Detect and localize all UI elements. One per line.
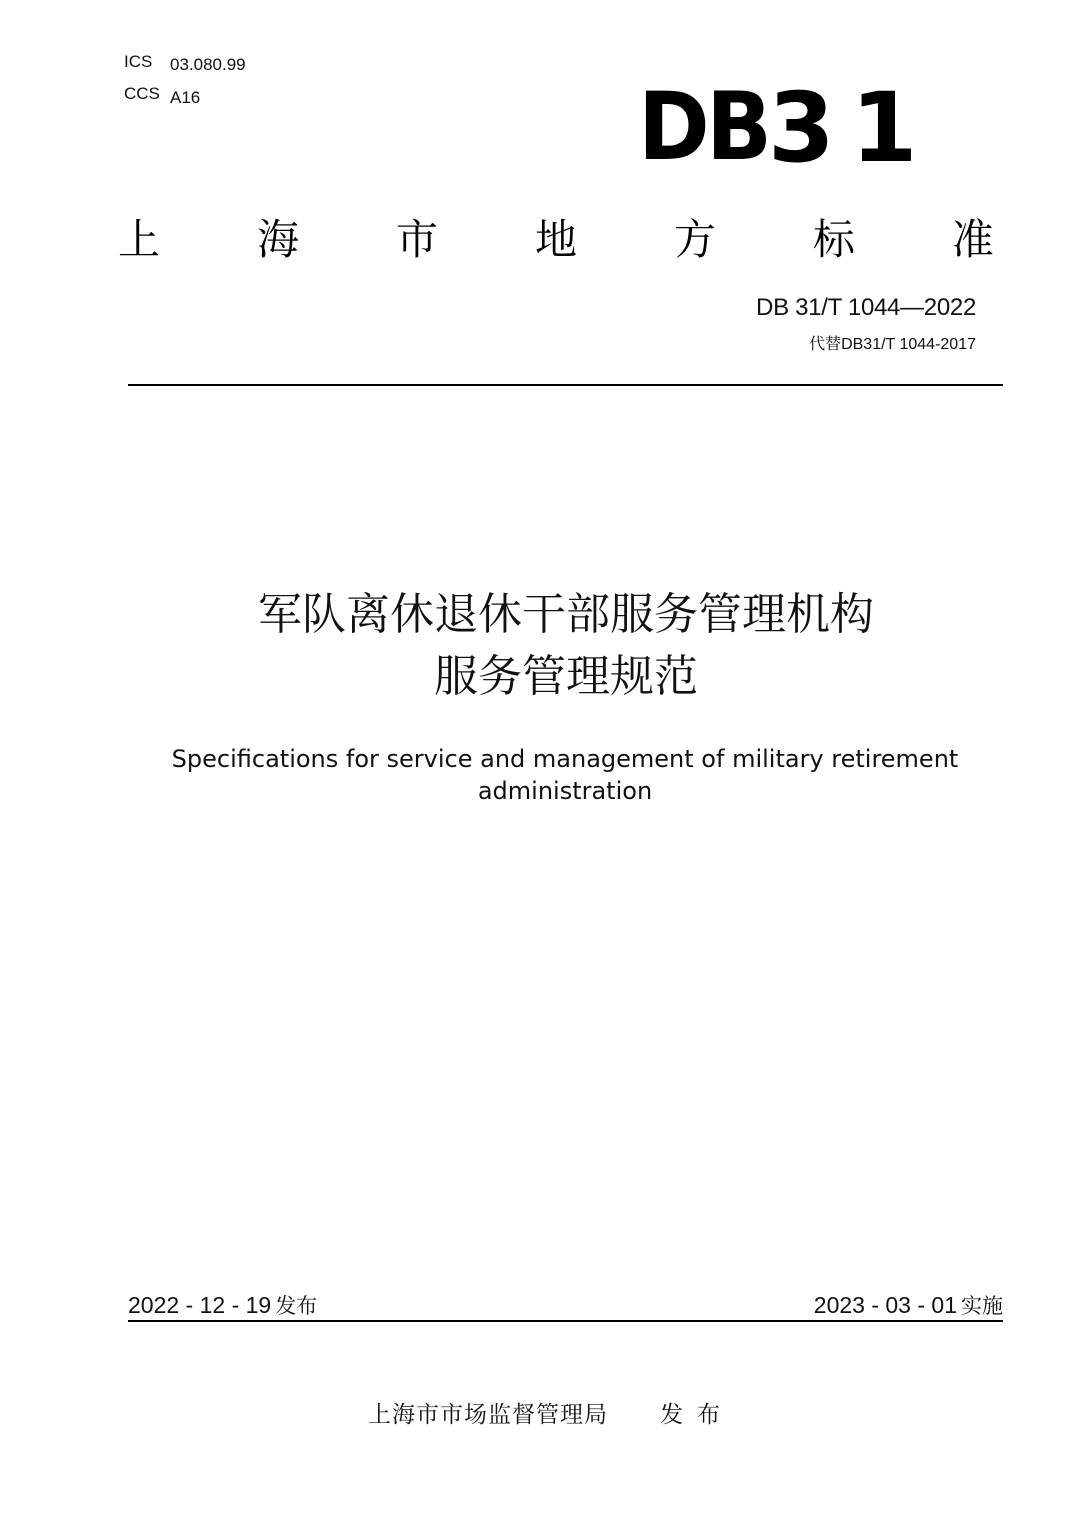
title-line-1: 军队离休退休干部服务管理机构 <box>258 589 874 640</box>
standard-type-heading <box>118 214 994 266</box>
document-title <box>0 586 1080 706</box>
publisher <box>368 1396 734 1429</box>
standard-type-char: 准 <box>951 215 994 264</box>
standard-type-char: 地 <box>534 215 577 264</box>
ics-label: ICS <box>124 52 153 71</box>
logo-number: 31 <box>768 72 934 184</box>
publisher-organization: 上海市市场监督管理局 <box>368 1402 608 1428</box>
standard-type-char: 上 <box>118 215 161 264</box>
footer-divider <box>128 1320 1003 1322</box>
implement-label: 实施 <box>961 1294 1003 1318</box>
standard-type-char: 海 <box>256 215 299 264</box>
standard-type-char: 市 <box>395 215 438 264</box>
replaces-standard: 代替DB31/T 1044-2017 <box>809 336 976 353</box>
standard-type-char: 标 <box>812 215 855 264</box>
ccs-value: A16 <box>170 88 201 107</box>
title-line-2: 服务管理规范 <box>434 651 698 702</box>
release-date <box>128 1290 317 1320</box>
logo-prefix: DB <box>638 73 769 182</box>
implementation-date <box>814 1290 1003 1320</box>
ics-code <box>124 52 246 72</box>
ics-value: 03.080.99 <box>170 55 246 74</box>
standard-code: DB 31/T 1044—2022 <box>756 294 976 321</box>
db31-logo <box>638 72 934 184</box>
publisher-action: 发布 <box>660 1402 734 1428</box>
header-divider <box>128 384 1003 386</box>
implement-date-value: 2023 - 03 - 01 <box>813 1292 957 1318</box>
release-date-value: 2022 - 12 - 19 <box>128 1292 272 1318</box>
ccs-code <box>124 84 201 107</box>
standard-type-char: 方 <box>673 215 716 264</box>
ccs-label: CCS <box>124 84 160 103</box>
release-label: 发布 <box>275 1294 318 1318</box>
english-title: Specifications for service and management of military retirement administration <box>171 745 959 805</box>
